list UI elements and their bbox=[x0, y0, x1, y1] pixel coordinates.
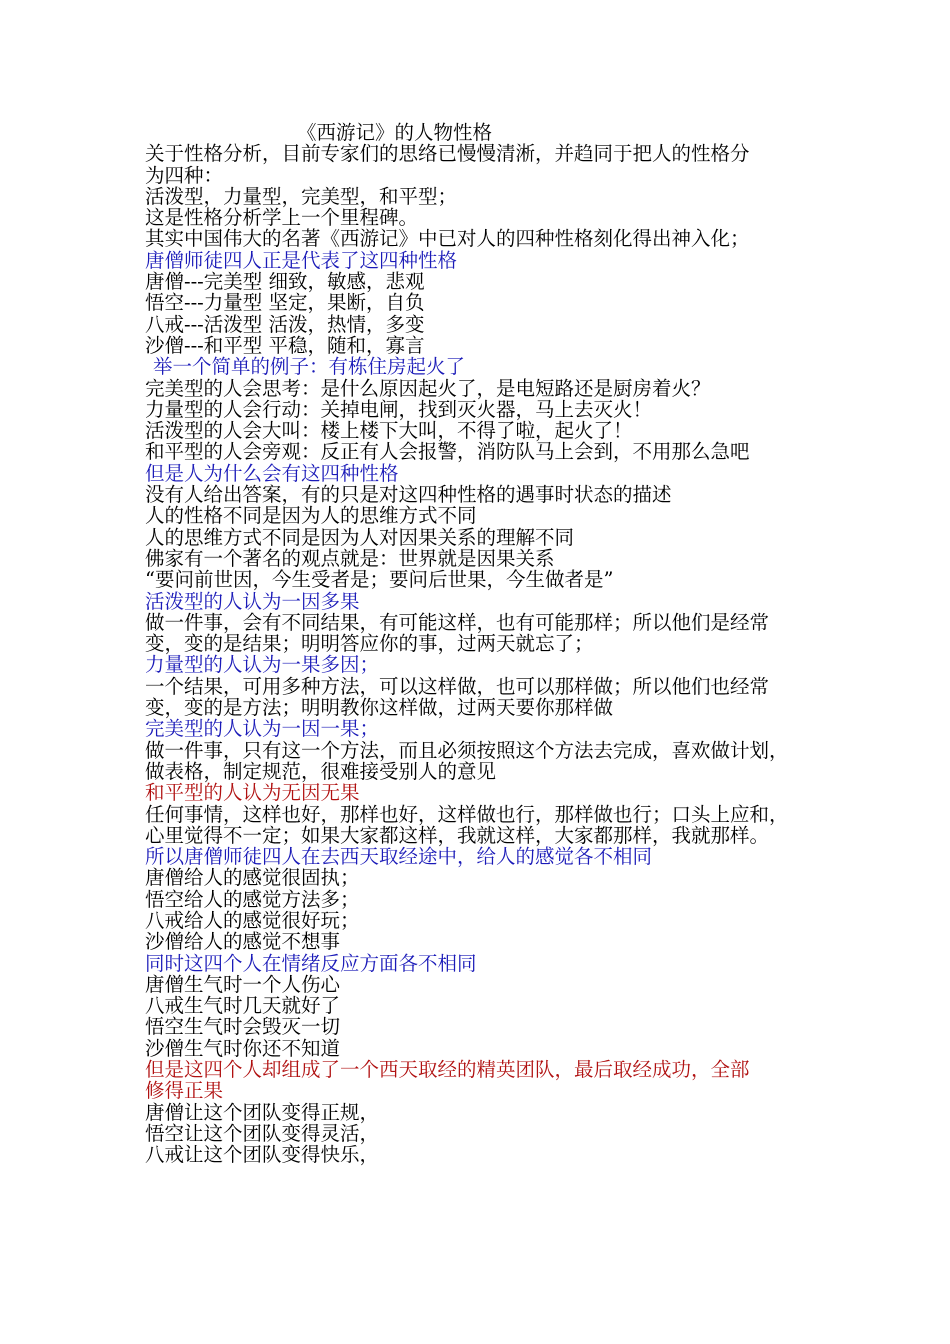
body-text-line: 为四种： bbox=[145, 163, 224, 187]
body-text-line: 一个结果，可用多种方法，可以这样做，也可以那样做；所以他们也经常 bbox=[145, 674, 770, 698]
body-text-line: 和平型的人会旁观：反正有人会报警，消防队马上会到，不用那么急吧 bbox=[145, 440, 750, 464]
body-text-line: 力量型的人会行动：关掉电闸，找到灭火器，马上去灭火！ bbox=[145, 397, 653, 421]
body-text-line: 心里觉得不一定；如果大家都这样，我就这样，大家都那样，我就那样。 bbox=[145, 823, 770, 847]
body-text-line: 悟空给人的感觉方法多； bbox=[145, 887, 360, 911]
body-text-line: 做表格，制定规范，很难接受别人的意见 bbox=[145, 759, 497, 783]
body-text-line: 八戒让这个团队变得快乐， bbox=[145, 1143, 380, 1167]
body-text-line: 做一件事，只有这一个方法，而且必须按照这个方法去完成，喜欢做计划， bbox=[145, 738, 789, 762]
highlight-heading: 修得正果 bbox=[145, 1079, 224, 1103]
body-text-line: 没有人给出答案，有的只是对这四种性格的遇事时状态的描述 bbox=[145, 483, 672, 507]
body-text-line: 唐僧让这个团队变得正规， bbox=[145, 1100, 380, 1124]
document-page bbox=[145, 122, 825, 1166]
body-text-line: 八戒生气时几天就好了 bbox=[145, 994, 341, 1018]
body-text-line: 变，变的是方法；明明教你这样做，过两天要你那样做 bbox=[145, 696, 614, 720]
body-text-line: 悟空让这个团队变得灵活， bbox=[145, 1121, 380, 1145]
body-text-line: 沙僧给人的感觉不想事 bbox=[145, 930, 341, 954]
body-text-line: 八戒给人的感觉很好玩； bbox=[145, 908, 360, 932]
section-heading: 活泼型的人认为一因多果 bbox=[145, 589, 360, 613]
document-body bbox=[145, 143, 825, 1165]
section-heading: 但是人为什么会有这四种性格 bbox=[145, 461, 399, 485]
body-text-line: 关于性格分析，目前专家们的思络已慢慢清淅，并趋同于把人的性格分 bbox=[145, 142, 750, 166]
body-text-line: 其实中国伟大的名著《西游记》中已对人的四种性格刻化得出神入化； bbox=[145, 227, 750, 251]
body-text-line: 悟空生气时会毁灭一切 bbox=[145, 1015, 341, 1039]
section-heading: 唐僧师徒四人正是代表了这四种性格 bbox=[145, 248, 458, 272]
body-text-line: 沙僧生气时你还不知道 bbox=[145, 1036, 341, 1060]
body-text-line: 完美型的人会思考：是什么原因起火了，是电短路还是厨房着火？ bbox=[145, 376, 711, 400]
section-heading: 完美型的人认为一因一果； bbox=[145, 717, 380, 741]
body-text-line: 唐僧给人的感觉很固执； bbox=[145, 866, 360, 890]
section-heading: 所以唐僧师徒四人在去西天取经途中，给人的感觉各不相同 bbox=[145, 845, 653, 869]
body-text-line: 佛家有一个著名的观点就是：世界就是因果关系 bbox=[145, 546, 555, 570]
body-text-line: 变，变的是结果；明明答应你的事，过两天就忘了； bbox=[145, 632, 594, 656]
body-text-line: “要问前世因，今生受者是；要问后世果，今生做者是” bbox=[145, 568, 614, 592]
highlight-heading: 和平型的人认为无因无果 bbox=[145, 781, 360, 805]
body-text-line: 沙僧---和平型 平稳，随和，寡言 bbox=[145, 333, 425, 357]
document-title: 《西游记》的人物性格 bbox=[297, 121, 493, 144]
body-text-line: 八戒---活泼型 活泼，热情，多变 bbox=[145, 312, 425, 336]
body-text-line: 活泼型的人会大叫：楼上楼下大叫，不得了啦，起火了！ bbox=[145, 419, 633, 443]
body-text-line: 这是性格分析学上一个里程碑。 bbox=[145, 206, 419, 230]
section-heading: 力量型的人认为一果多因； bbox=[145, 653, 380, 677]
section-heading: 举一个简单的例子：有栋住房起火了 bbox=[153, 355, 466, 379]
section-heading: 同时这四个人在情绪反应方面各不相同 bbox=[145, 951, 477, 975]
body-text-line: 唐僧生气时一个人伤心 bbox=[145, 972, 341, 996]
body-text-line: 任何事情，这样也好，那样也好，这样做也行，那样做也行；口头上应和， bbox=[145, 802, 789, 826]
body-text-line: 唐僧---完美型 细致，敏感，悲观 bbox=[145, 270, 425, 294]
body-text-line: 人的思维方式不同是因为人对因果关系的理解不同 bbox=[145, 525, 575, 549]
highlight-heading: 但是这四个人却组成了一个西天取经的精英团队，最后取经成功，全部 bbox=[145, 1058, 750, 1082]
body-text-line: 人的性格不同是因为人的思维方式不同 bbox=[145, 504, 477, 528]
body-text-line: 悟空---力量型 坚定，果断，自负 bbox=[145, 291, 425, 315]
body-text-line: 活泼型，力量型，完美型，和平型； bbox=[145, 184, 458, 208]
body-text-line: 做一件事，会有不同结果，有可能这样，也有可能那样；所以他们是经常 bbox=[145, 610, 770, 634]
